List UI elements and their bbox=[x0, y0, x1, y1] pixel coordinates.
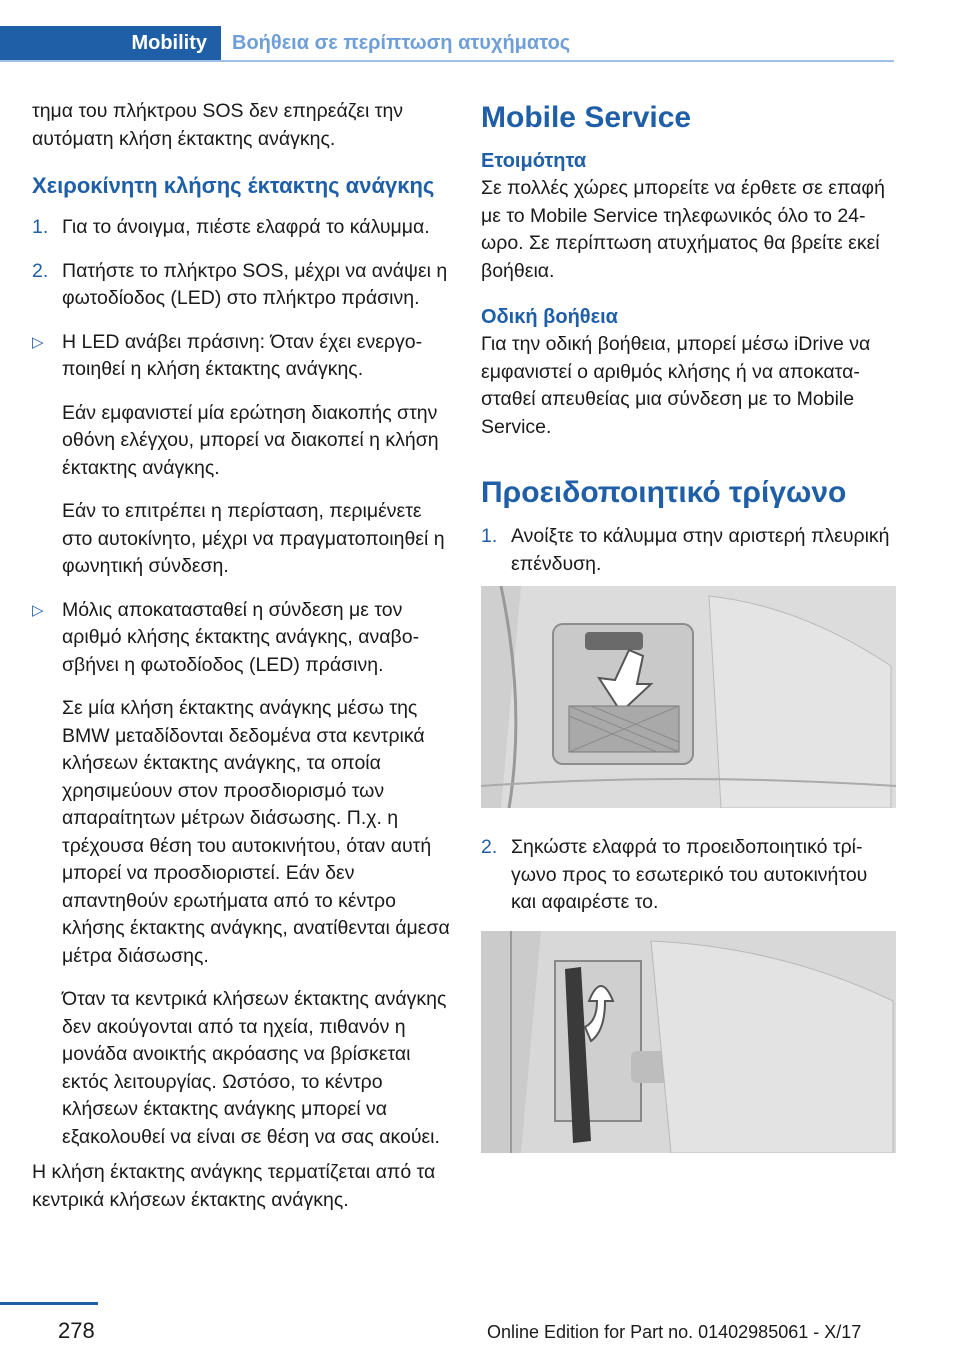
edition-note: Online Edition for Part no. 01402985061 - X/17 bbox=[487, 1322, 862, 1342]
bullet-sub-paragraph: Εάν εμφανιστεί μία ερώτηση διακοπής στην οθόνη ελέγχου, μπορεί να διακοπεί η κλήση έκτακτης ανάγκης. bbox=[62, 401, 439, 479]
step-number: 2. bbox=[481, 836, 498, 858]
trunk-cover-photo bbox=[481, 586, 896, 808]
bullet-text: Μόλις αποκατασταθεί η σύνδεση με τον αριθμό κλήσης έκτακτης ανάγκης, αναβοσβήνει η φωτοδίοδος (LED) πράσινη. bbox=[62, 598, 420, 676]
roadside-paragraph: Για την οδική βοήθεια, μπορεί μέσω iDrive να εμφανιστεί ο αριθμός κλήσης ή να αποκατασταθεί απευθείας μια σύνδεση με το Mobile Service. bbox=[481, 333, 871, 438]
chapter-tab: Mobility bbox=[0, 26, 221, 60]
readiness-heading: Ετοιμότητα bbox=[481, 150, 587, 172]
step-number: 1. bbox=[481, 525, 498, 547]
bullet-sub-paragraph: Εάν το επιτρέπει η περίσταση, περιμένετε στο αυτοκίνητο, μέχρι να πραγματοποιηθεί η φωνητική σύνδεση. bbox=[62, 500, 445, 577]
bullet-sub-paragraph: Σε μία κλήση έκτακτης ανάγκης μέσω της BMW μεταδίδονται δεδομένα στα κεντρικά κλήσεων έκτακτης ανάγκης, τα οποία χρησιμεύουν στον προσδιορισμό των απαραίτητων μέτρων διάσωσης. Π.χ. η τρέχουσα θέση του αυτοκινήτου, όταν αυτή μπορεί να προσδιοριστεί. Εάν δεν απαντηθούν ερωτήματα από το κέντρο κλήσης έκτακτης ανάγκης, ανατίθενται άμεσα μέτρα διάσωσης. bbox=[62, 697, 450, 967]
page-header bbox=[0, 26, 894, 62]
section-title: Βοήθεια σε περίπτωση ατυχήματος bbox=[232, 32, 571, 54]
readiness-paragraph: Σε πολλές χώρες μπορείτε να έρθετε σε επαφή με το Mobile Service τηλεφωνικός όλο το 24-ωρο. Σε περίπτωση ατυχήματος θα βρείτε εκεί βοήθεια. bbox=[481, 177, 885, 282]
left-column bbox=[32, 98, 452, 1214]
triangle-bullet-icon: ▷ bbox=[32, 601, 44, 619]
step-text: Για το άνοιγμα, πιέστε ελαφρά το κάλυμμα. bbox=[62, 216, 430, 238]
roadside-heading: Οδική βοήθεια bbox=[481, 306, 618, 328]
step-number: 2. bbox=[32, 259, 49, 282]
step-number: 1. bbox=[32, 216, 49, 238]
mobile-service-heading: Mobile Service bbox=[481, 101, 692, 134]
step-text: Ανοίξτε το κάλυμμα στην αριστερή πλευρική επένδυση. bbox=[511, 525, 890, 575]
header-divider bbox=[0, 60, 894, 62]
page-number: 278 bbox=[58, 1318, 95, 1343]
step-item bbox=[32, 258, 452, 313]
bullet-item bbox=[32, 329, 452, 384]
step-text: Πατήστε το πλήκτρο SOS, μέχρι να ανάψει η φωτοδίοδος (LED) στο πλήκτρο πράσινη. bbox=[62, 259, 448, 309]
right-column bbox=[481, 98, 896, 1179]
step-item bbox=[481, 523, 896, 578]
warning-triangle-removal-photo bbox=[481, 931, 896, 1153]
footer-divider bbox=[0, 1302, 98, 1305]
closing-paragraph: Η κλήση έκτακτης ανάγκης τερματίζεται από τα κεντρικά κλήσεων έκτακτης ανάγκης. bbox=[32, 1161, 436, 1211]
step-item bbox=[481, 834, 896, 917]
intro-paragraph: τημα του πλήκτρου SOS δεν επηρεάζει την αυτόματη κλήση έκτακτης ανάγκης. bbox=[32, 100, 404, 150]
step-text: Σηκώστε ελαφρά το προειδοποιητικό τρίγωνο προς το εσωτερικό του αυτοκινήτου και αφαιρέστε το. bbox=[511, 836, 868, 913]
bullet-item bbox=[32, 597, 452, 680]
step-item bbox=[32, 214, 452, 242]
warning-triangle-heading: Προειδοποιητικό τρίγωνο bbox=[481, 476, 847, 509]
bullet-text: Η LED ανάβει πράσινη: Όταν έχει ενεργοποιηθεί η κλήση έκτακτης ανάγκης. bbox=[62, 330, 423, 380]
manual-emergency-call-heading: Χειροκίνητη κλήσης έκτακτης ανάγκης bbox=[32, 173, 435, 198]
triangle-bullet-icon: ▷ bbox=[32, 333, 44, 351]
bullet-sub-paragraph: Όταν τα κεντρικά κλήσεων έκτακτης ανάγκης δεν ακούγονται από τα ηχεία, πιθανόν η μονάδα ανοικτής ακρόασης να βρίσκεται εκτός λειτουργίας. Ωστόσο, το κέντρο κλήσεων έκτακτης ανάγκης μπορεί να εξακολουθεί να είναι σε θέση να σας ακούει. bbox=[62, 988, 447, 1148]
